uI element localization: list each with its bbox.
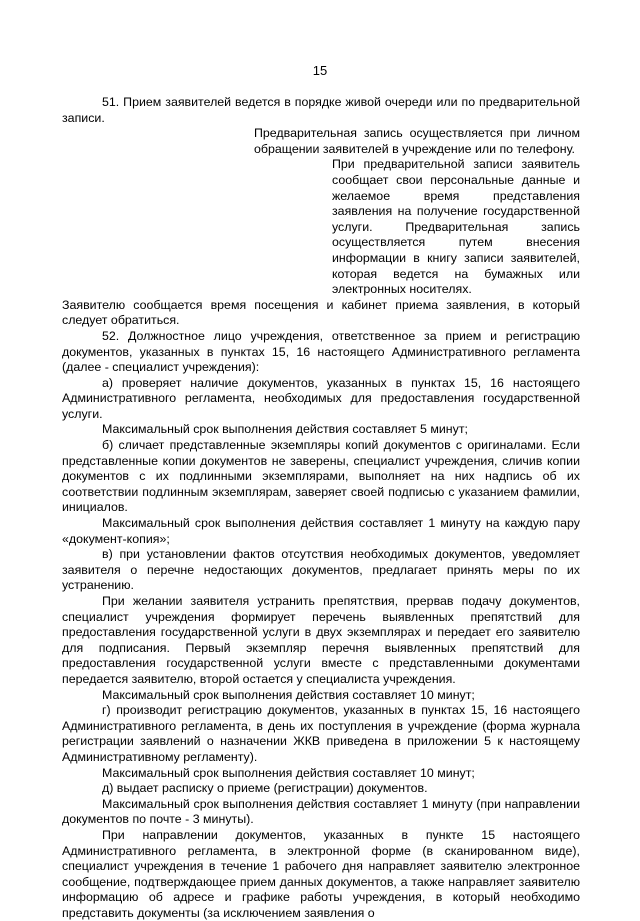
- paragraph-item-b: б) сличает представленные экземпляры копий документов с оригиналами. Если представленные копии документов не заверены, специалист учреждения, сличив копии документов с их подлинными экземплярами, выполняет на них надпись об их соответствии подлинным экземплярам, заверяет своей подписью с указанием фамилии, инициалов.: [62, 438, 580, 515]
- paragraph-item-v: в) при установлении фактов отсутствия необходимых документов, уведомляет заявителя о перечне недостающих документов, предлагает принять меры по их устранению.: [62, 547, 580, 593]
- paragraph-item-d: д) выдает расписку о приеме (регистрации) документов.: [102, 781, 428, 796]
- paragraph-max-time-v: Максимальный срок выполнения действия составляет 10 минут;: [102, 687, 475, 702]
- paragraph-visit-time: Заявителю сообщается время посещения и кабинет приема заявления, в который следует обратиться.: [62, 297, 580, 328]
- paragraph-max-time-a: Максимальный срок выполнения действия составляет 5 минут;: [102, 422, 468, 437]
- paragraph-obstacles: При желании заявителя устранить препятствия, прервав подачу документов, специалист учреждения формирует перечень выявленных препятствий для предоставления государственной услуги в двух экземплярах и передает его заявителю для подписания. Первый экземпляр перечня выявленных препятствий для предоставления государственной услуги вместе с представленными документами передается заявителю, второй остается у специалиста учреждения.: [62, 594, 580, 686]
- paragraph-52: 52. Должностное лицо учреждения, ответственное за прием и регистрацию документов, указанных в пунктах 15, 16 настоящего Административного регламента (далее - специалист учреждения):: [62, 328, 580, 375]
- paragraph-max-time-d: Максимальный срок выполнения действия составляет 1 минуту (при направлении документов по почте - 3 минуты).: [62, 796, 580, 827]
- paragraph-preliminary-record: Предварительная запись осуществляется при личном обращении заявителей в учреждение или по телефону.: [254, 126, 580, 156]
- paragraph-preliminary-record-details: При предварительной записи заявитель сообщает свои персональные данные и желаемое время представления заявления на получение государственной услуги. Предварительная запись осуществляется путем внесения информации в книгу записи заявителей, которая ведется на бумажных или электронных носителях.: [332, 157, 580, 297]
- paragraph-max-time-g: Максимальный срок выполнения действия составляет 10 минут;: [102, 765, 475, 780]
- paragraph-item-a: а) проверяет наличие документов, указанных в пунктах 15, 16 настоящего Административного регламента, необходимых для предоставления государственной услуги.: [62, 375, 580, 421]
- paragraph-51: 51. Прием заявителей ведется в порядке живой очереди или по предварительной записи.: [62, 95, 580, 125]
- page-number: 15: [312, 63, 328, 78]
- paragraph-item-g: г) производит регистрацию документов, указанных в пунктах 15, 16 настоящего Административного регламента, в день их поступления в учреждение (форма журнала регистрации заявлений о назначении ЖКВ приведена в приложении 5 к настоящему Административному регламенту).: [62, 703, 580, 764]
- paragraph-max-time-b: Максимальный срок выполнения действия составляет 1 минуту на каждую пару «документ-копия»;: [62, 516, 580, 546]
- document-body: [62, 95, 580, 921]
- paragraph-electronic-submission: При направлении документов, указанных в пункте 15 настоящего Административного регламента, в электронной форме (в сканированном виде), специалист учреждения в течение 1 рабочего дня направляет заявителю электронное сообщение, подтверждающее прием данных документов, а также направляет заявителю информацию об адресе и графике работы учреждения, в который необходимо представить документы (за исключением заявления о: [62, 827, 580, 920]
